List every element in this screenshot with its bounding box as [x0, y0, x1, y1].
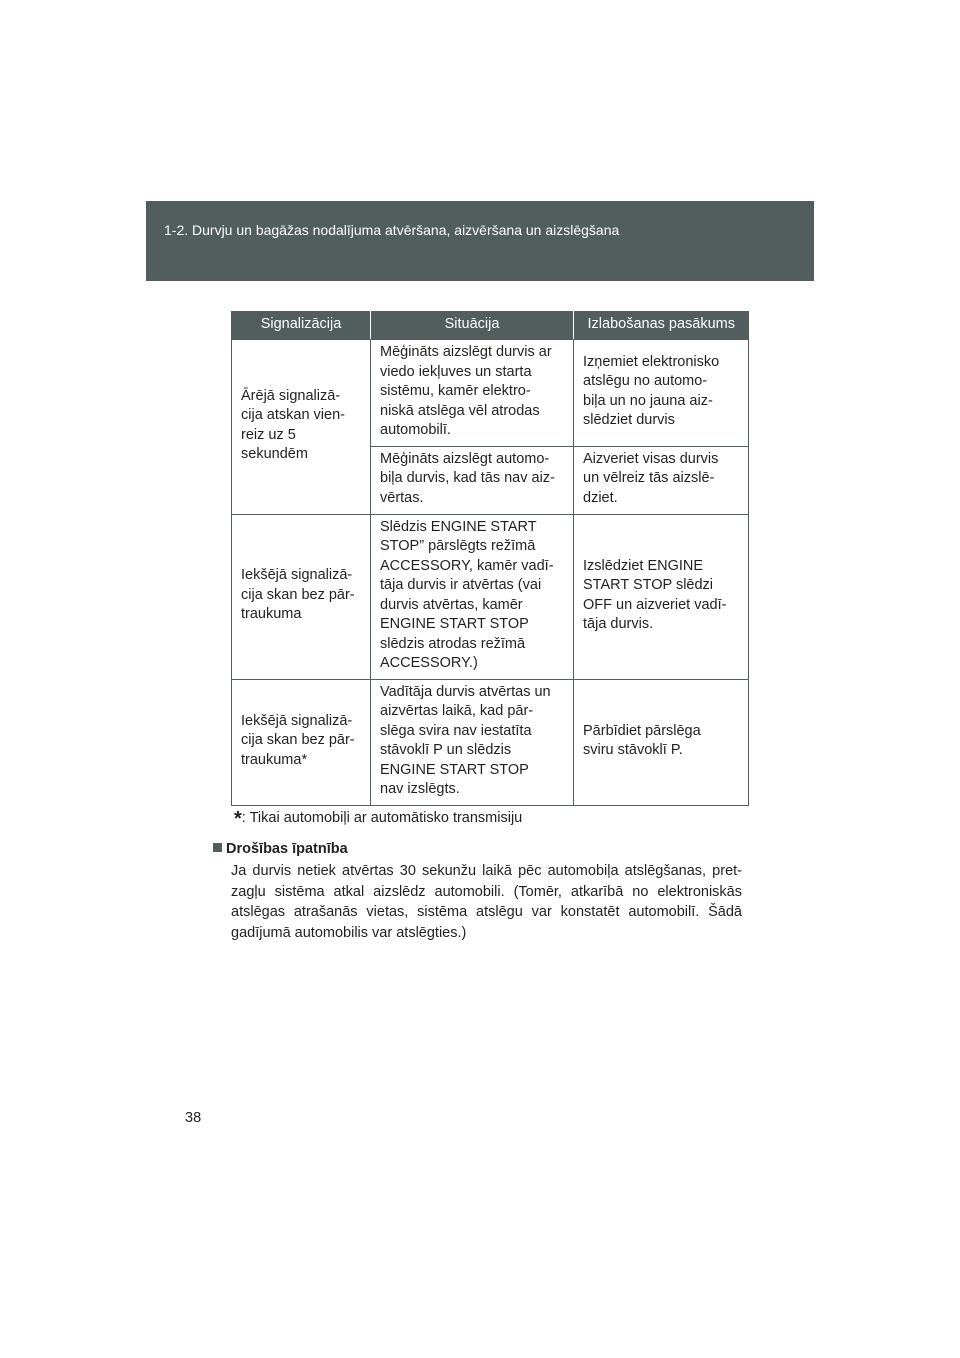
section-heading [213, 838, 348, 860]
alarm-cell: Ārējā signalizā- cija atskan vien- reiz uz 5 sekundēm [232, 340, 371, 515]
remedy-cell: Pārbīdiet pārslēga sviru stāvoklī P. [574, 679, 749, 805]
table-row [232, 340, 749, 447]
section-heading-text: Drošības īpatnība [226, 841, 348, 857]
remedy-cell: Izslēdziet ENGINE START STOP slēdzi OFF un aizveriet vadī- tāja durvis. [574, 514, 749, 679]
chapter-header-band [146, 201, 814, 281]
footnote [234, 808, 522, 829]
footnote-marker: * [234, 808, 242, 830]
situation-cell: Mēģināts aizslēgt durvis ar viedo iekļuves un starta sistēmu, kamēr elektro- niskā atslēga vēl atrodas automobilī. [371, 340, 574, 447]
alarm-table [231, 311, 749, 806]
page-number: 38 [185, 1110, 202, 1126]
situation-cell: Mēģināts aizslēgt automo- biļa durvis, kad tās nav aiz- vērtas. [371, 446, 574, 514]
chapter-title: 1-2. Durvju un bagāžas nodalījuma atvēršana, aizvēršana un aizslēgšana [164, 222, 620, 238]
square-bullet-icon [213, 843, 222, 852]
remedy-cell: Aizveriet visas durvis un vēlreiz tās aizslē- dziet. [574, 446, 749, 514]
situation-cell: Slēdzis ENGINE START STOP” pārslēgts režīmā ACCESSORY, kamēr vadī- tāja durvis ir atvērtas (vai durvis atvērtas, kamēr ENGINE START STOP slēdzis atrodas režīmā ACCESSORY.) [371, 514, 574, 679]
remedy-cell: Izņemiet elektronisko atslēgu no automo- biļa un no jauna aiz- slēdziet durvis [574, 340, 749, 447]
column-header-remedy: Izlabošanas pasākums [574, 311, 749, 340]
footnote-text: : Tikai automobiļi ar automātisko transmisiju [241, 810, 523, 826]
section-body: Ja durvis netiek atvērtas 30 sekunžu laikā pēc automobiļa atslēgšanas, pret-zagļu sistēma atkal aizslēdz automobili. (Tomēr, atkarībā no elektroniskās atslēgas atrašanās vietas, sistēma atslēgu var konstatēt automobilī. Šādā gadījumā automobilis var atslēgties.) [231, 863, 742, 941]
alarm-cell: Iekšējā signalizā- cija skan bez pār- traukuma [232, 514, 371, 679]
table-header-row [232, 311, 749, 340]
table-row [232, 679, 749, 805]
table-row [232, 514, 749, 679]
column-header-situation: Situācija [371, 311, 574, 340]
alarm-cell: Iekšējā signalizā- cija skan bez pār- traukuma* [232, 679, 371, 805]
situation-cell: Vadītāja durvis atvērtas un aizvērtas laikā, kad pār- slēga svira nav iestatīta stāvoklī P un slēdzis ENGINE START STOP nav izslēgts. [371, 679, 574, 805]
column-header-alarm: Signalizācija [232, 311, 371, 340]
